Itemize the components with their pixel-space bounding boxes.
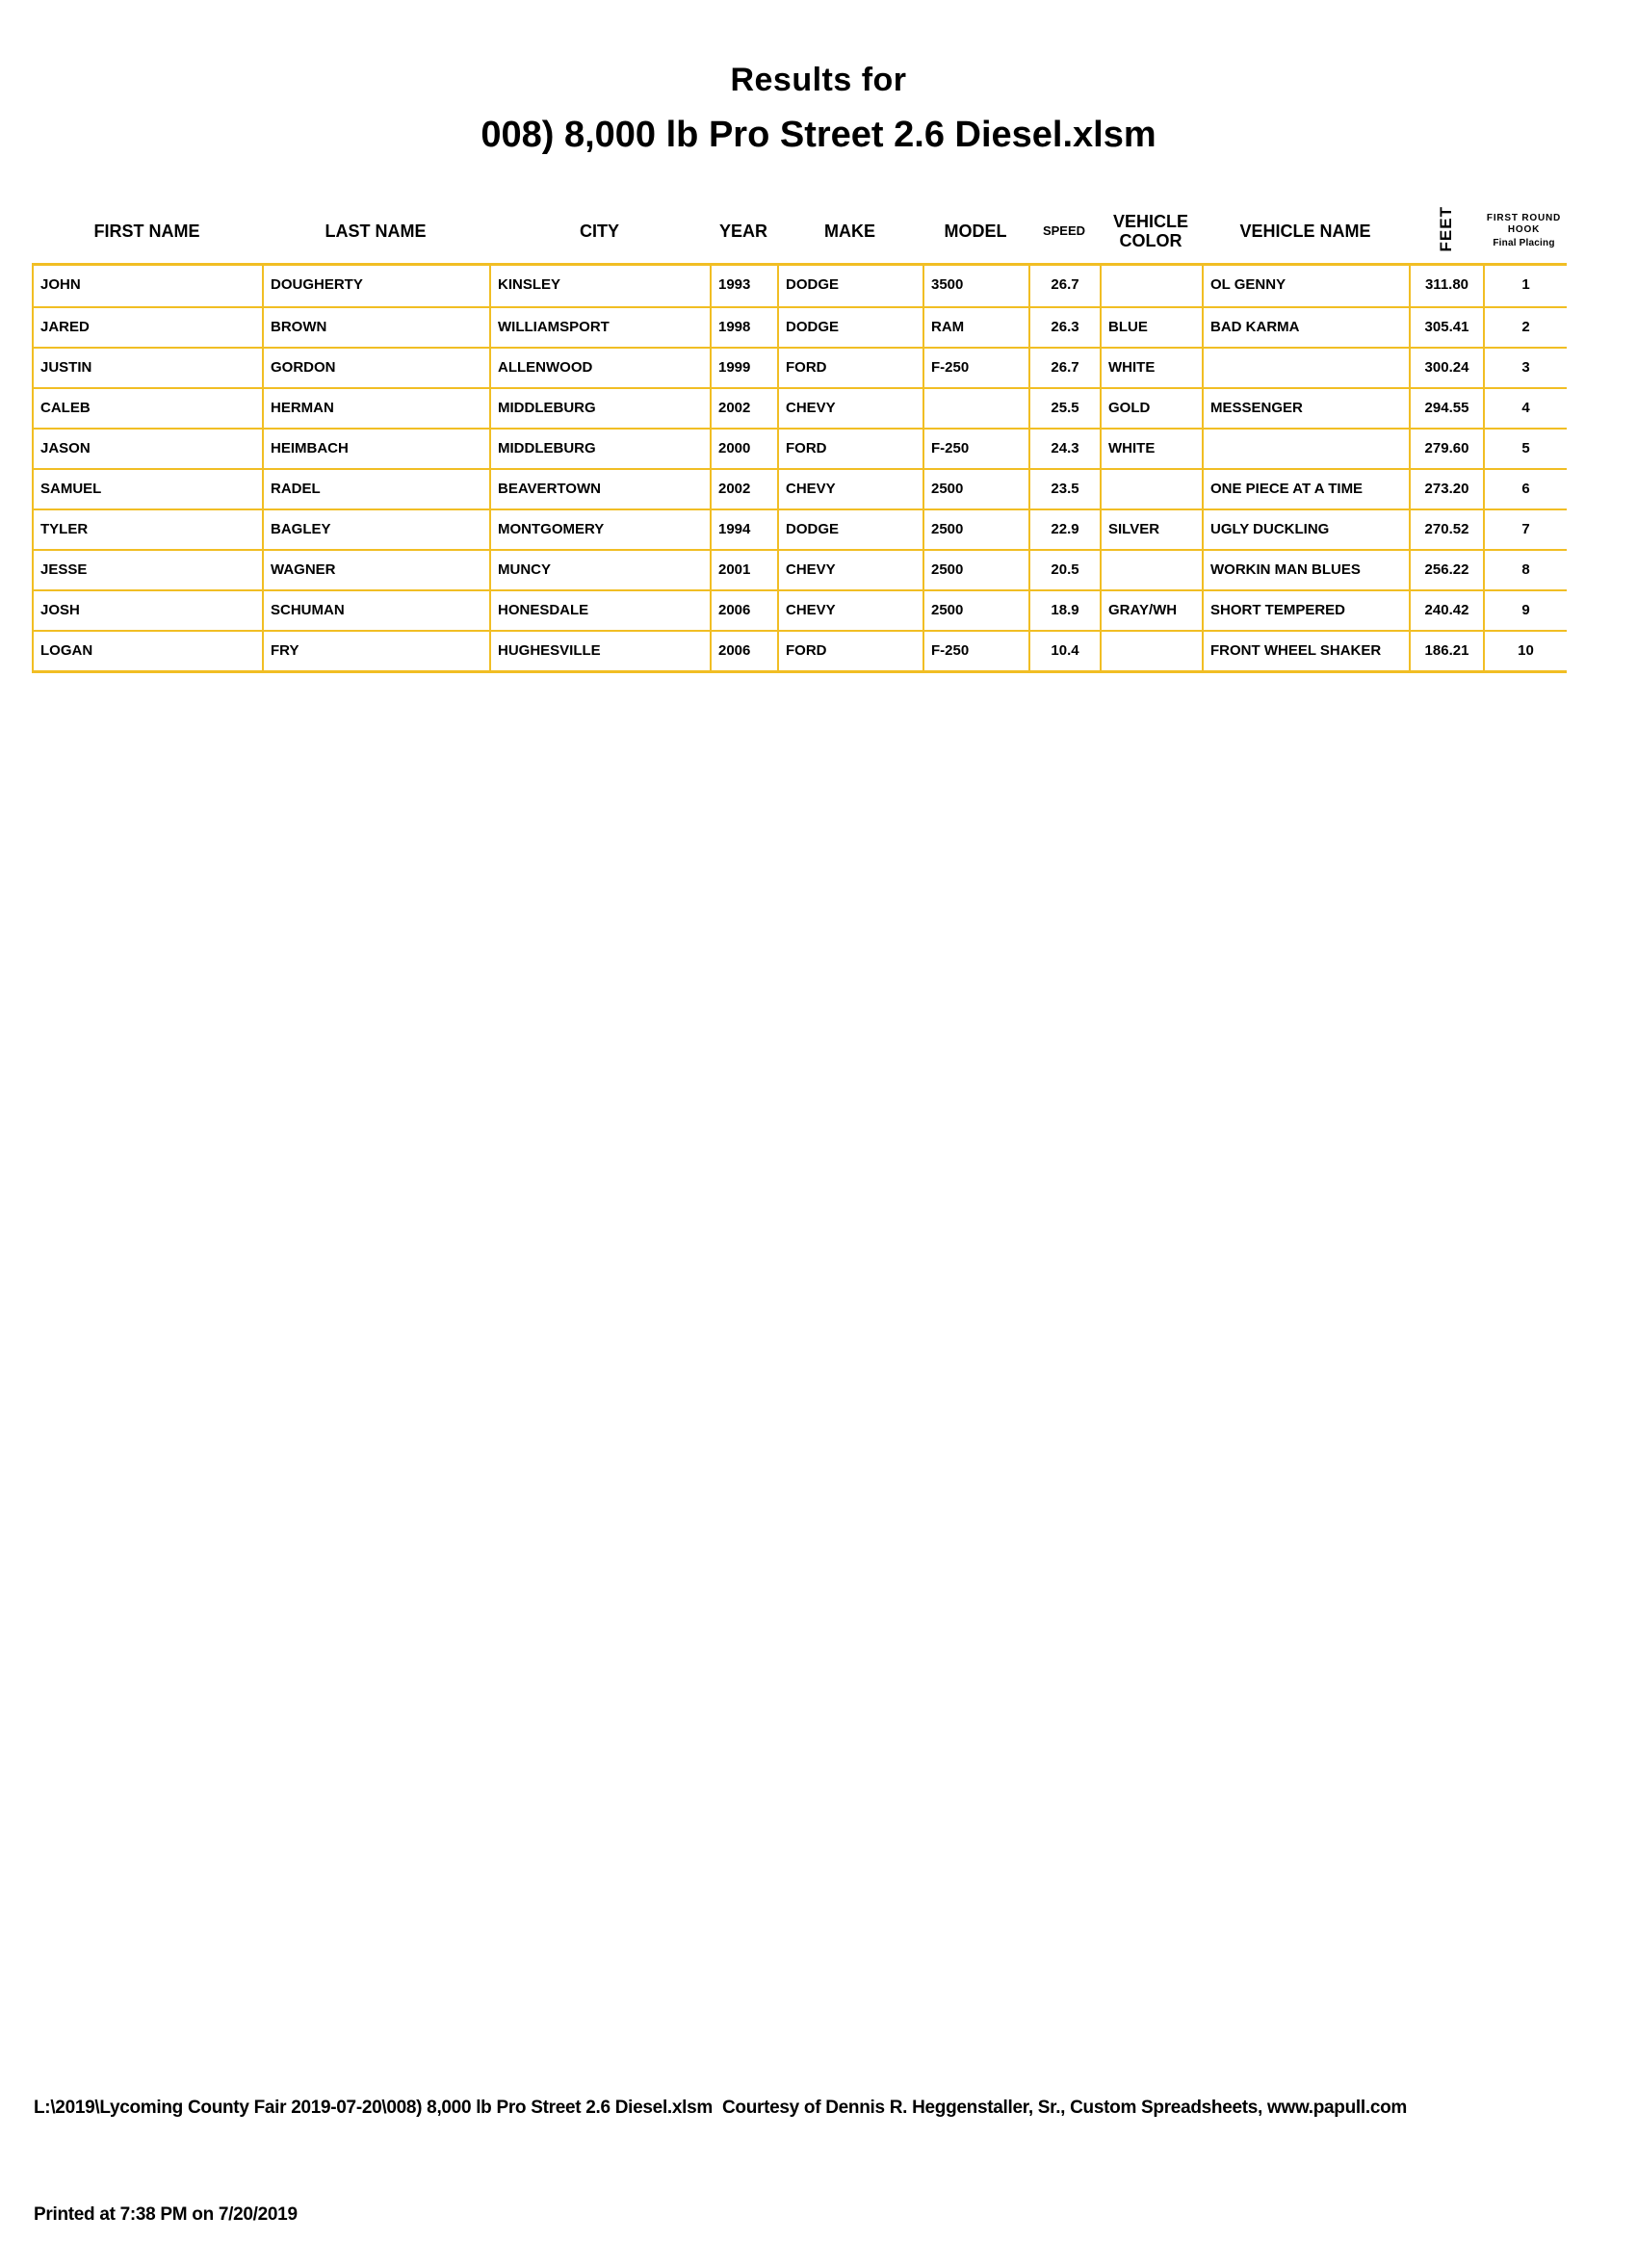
cell-make: DODGE [779,510,924,549]
cell-year: 2001 [712,551,779,589]
cell-vehicle-color: GRAY/WH [1102,591,1204,630]
cell-model: F-250 [924,632,1030,670]
feet-rotated-label: FEET [1437,206,1455,252]
cell-vehicle-color: BLUE [1102,308,1204,347]
cell-year: 2006 [712,591,779,630]
cell-speed: 20.5 [1030,551,1102,589]
cell-city: ALLENWOOD [491,349,712,387]
cell-first-name: JOHN [34,266,264,306]
cell-vehicle-name [1204,349,1411,387]
cell-speed: 25.5 [1030,389,1102,428]
cell-make: CHEVY [779,591,924,630]
cell-final-placing: 10 [1518,642,1534,659]
table-header [32,199,1572,263]
col-header-last-name: LAST NAME [325,222,427,241]
page-footer [34,2019,1407,2268]
cell-first-name: CALEB [34,389,264,428]
table-row [34,428,1567,468]
cell-speed: 10.4 [1030,632,1102,670]
table-row [34,589,1567,630]
table-body [32,263,1567,673]
cell-last-name: FRY [264,632,491,670]
footer-printed-at: Printed at 7:38 PM on 7/20/2019 [34,2204,298,2225]
cell-vehicle-name: ONE PIECE AT A TIME [1204,470,1411,508]
cell-first-name: JARED [34,308,264,347]
col-header-model: MODEL [944,222,1007,241]
cell-final-placing: 3 [1521,359,1530,376]
col-header-first-round-hook [1483,213,1565,249]
cell-final-placing: 4 [1521,400,1530,416]
cell-final-placing: 2 [1521,319,1530,335]
table-row [34,347,1567,387]
cell-first-name: SAMUEL [34,470,264,508]
cell-first-name: JESSE [34,551,264,589]
cell-model: F-250 [924,430,1030,468]
col-header-year: YEAR [718,222,767,241]
cell-final-placing: 5 [1521,440,1530,456]
col-header-make: MAKE [824,222,875,241]
table-row [34,630,1567,670]
cell-make: DODGE [779,308,924,347]
col-header-first-name: FIRST NAME [93,222,200,241]
cell-vehicle-color: GOLD [1102,389,1204,428]
title-block [0,62,1637,156]
cell-city: MUNCY [491,551,712,589]
cell-make: CHEVY [779,551,924,589]
cell-city: KINSLEY [491,266,712,306]
cell-vehicle-name [1204,430,1411,468]
table-row [34,508,1567,549]
cell-city: HUGHESVILLE [491,632,712,670]
cell-vehicle-color [1102,266,1204,306]
cell-vehicle-color [1102,551,1204,589]
cell-first-name: JUSTIN [34,349,264,387]
table-row [34,468,1567,508]
cell-speed: 18.9 [1030,591,1102,630]
cell-city: BEAVERTOWN [491,470,712,508]
cell-year: 1998 [712,308,779,347]
hook-label-line1: FIRST ROUND [1486,213,1562,223]
cell-make: FORD [779,349,924,387]
cell-vehicle-name: SHORT TEMPERED [1204,591,1411,630]
hook-label-line2: HOOK [1507,224,1541,235]
cell-year: 1993 [712,266,779,306]
footer-file-path: L:\2019\Lycoming County Fair 2019-07-20\008) 8,000 lb Pro Street 2.6 Diesel.xlsm Courtesy of Dennis R. Heggenstaller, Sr., Custom Spreadsheets, www.papull.com [34,2098,1407,2118]
table-row [34,387,1567,428]
table-row [34,306,1567,347]
cell-vehicle-name: UGLY DUCKLING [1204,510,1411,549]
cell-vehicle-name: OL GENNY [1204,266,1411,306]
cell-vehicle-name: WORKIN MAN BLUES [1204,551,1411,589]
cell-final-placing: 9 [1521,602,1530,618]
cell-model: 2500 [924,510,1030,549]
cell-city: WILLIAMSPORT [491,308,712,347]
cell-make: CHEVY [779,470,924,508]
cell-feet: 300.24 [1411,349,1485,387]
cell-year: 1999 [712,349,779,387]
cell-make: CHEVY [779,389,924,428]
cell-last-name: HEIMBACH [264,430,491,468]
cell-model: 3500 [924,266,1030,306]
cell-speed: 24.3 [1030,430,1102,468]
cell-last-name: RADEL [264,470,491,508]
cell-first-name: JASON [34,430,264,468]
cell-feet: 273.20 [1411,470,1485,508]
cell-model: 2500 [924,551,1030,589]
file-title: 008) 8,000 lb Pro Street 2.6 Diesel.xlsm [481,115,1156,155]
cell-feet: 294.55 [1411,389,1485,428]
cell-city: MIDDLEBURG [491,389,712,428]
cell-final-placing: 8 [1521,561,1530,578]
cell-last-name: BROWN [264,308,491,347]
cell-vehicle-color: WHITE [1102,349,1204,387]
col-header-feet [1409,206,1483,255]
cell-city: HONESDALE [491,591,712,630]
cell-year: 2000 [712,430,779,468]
cell-final-placing: 7 [1521,521,1530,537]
cell-make: FORD [779,632,924,670]
cell-speed: 26.7 [1030,349,1102,387]
results-table [32,199,1572,673]
cell-last-name: HERMAN [264,389,491,428]
table-row [34,549,1567,589]
cell-final-placing: 1 [1521,276,1530,293]
cell-vehicle-color: SILVER [1102,510,1204,549]
cell-last-name: SCHUMAN [264,591,491,630]
cell-city: MONTGOMERY [491,510,712,549]
cell-model: F-250 [924,349,1030,387]
cell-year: 2002 [712,470,779,508]
cell-feet: 256.22 [1411,551,1485,589]
cell-speed: 22.9 [1030,510,1102,549]
cell-speed: 26.3 [1030,308,1102,347]
cell-last-name: DOUGHERTY [264,266,491,306]
cell-feet: 305.41 [1411,308,1485,347]
col-header-vehicle-name: VEHICLE NAME [1239,222,1371,241]
cell-model: 2500 [924,470,1030,508]
final-placing-label: Final Placing [1493,238,1555,248]
cell-model: 2500 [924,591,1030,630]
cell-vehicle-name: FRONT WHEEL SHAKER [1204,632,1411,670]
cell-feet: 311.80 [1411,266,1485,306]
cell-vehicle-color [1102,632,1204,670]
col-header-speed: SPEED [1042,223,1086,238]
cell-feet: 270.52 [1411,510,1485,549]
cell-speed: 26.7 [1030,266,1102,306]
cell-make: FORD [779,430,924,468]
cell-first-name: TYLER [34,510,264,549]
col-header-vehicle-color: VEHICLE COLOR [1112,212,1188,250]
cell-city: MIDDLEBURG [491,430,712,468]
page-title: Results for [730,62,907,98]
cell-first-name: LOGAN [34,632,264,670]
col-header-city: CITY [579,222,619,241]
cell-vehicle-name: BAD KARMA [1204,308,1411,347]
cell-year: 1994 [712,510,779,549]
cell-vehicle-name: MESSENGER [1204,389,1411,428]
cell-vehicle-color [1102,470,1204,508]
cell-year: 2002 [712,389,779,428]
cell-speed: 23.5 [1030,470,1102,508]
cell-feet: 240.42 [1411,591,1485,630]
cell-year: 2006 [712,632,779,670]
cell-feet: 186.21 [1411,632,1485,670]
cell-model [924,389,1030,428]
cell-vehicle-color: WHITE [1102,430,1204,468]
cell-first-name: JOSH [34,591,264,630]
cell-feet: 279.60 [1411,430,1485,468]
cell-final-placing: 6 [1521,481,1530,497]
cell-last-name: GORDON [264,349,491,387]
cell-last-name: WAGNER [264,551,491,589]
cell-model: RAM [924,308,1030,347]
cell-make: DODGE [779,266,924,306]
table-row [34,266,1567,306]
cell-last-name: BAGLEY [264,510,491,549]
